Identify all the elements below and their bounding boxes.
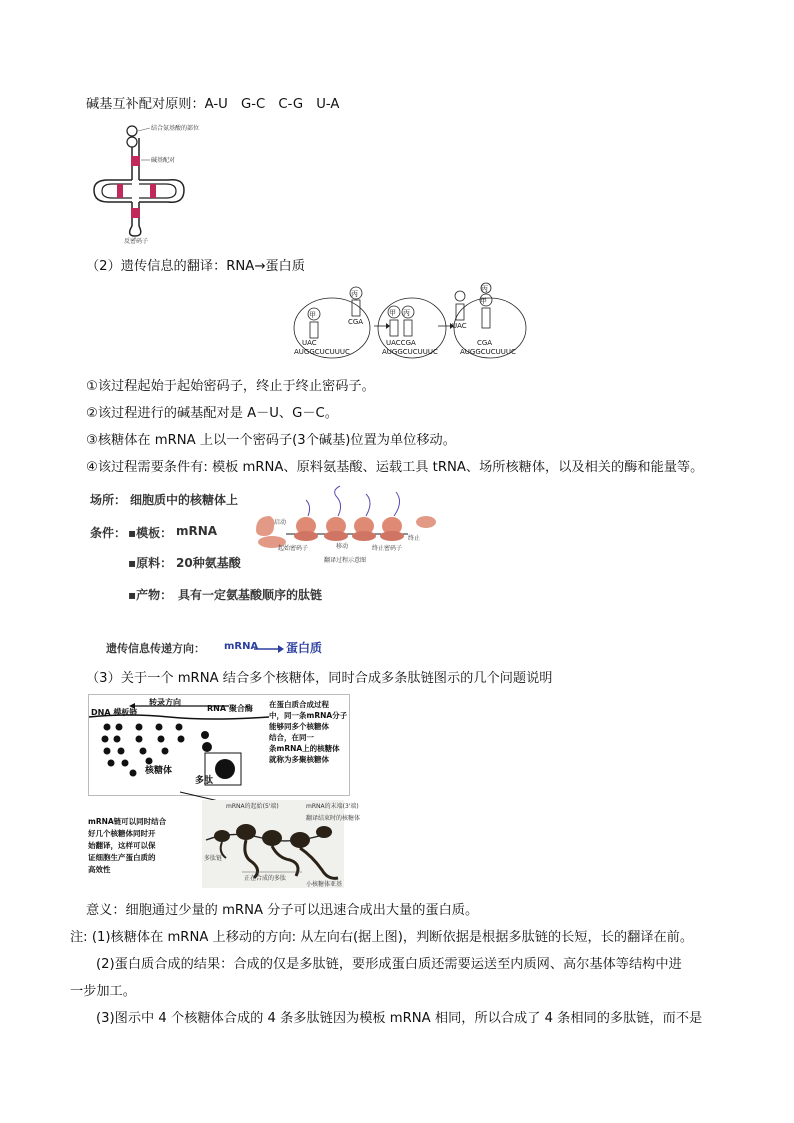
trna-label-anticodon: 反密码子 bbox=[124, 238, 149, 245]
em-label-d: 多肽链 bbox=[204, 855, 223, 862]
section2-title: （2）遗传信息的翻译：RNA→蛋白质 bbox=[86, 259, 305, 274]
aa-a-3: 甲 bbox=[480, 297, 487, 305]
ribosome-label: 核糖体 bbox=[145, 766, 173, 776]
em-label-e: 正在合成的多肽 bbox=[244, 875, 287, 882]
material-label: ▪原料： bbox=[128, 556, 173, 570]
mrna-1: AUGGCUCUUUC bbox=[294, 348, 350, 356]
aa-a-2: 甲 bbox=[389, 309, 396, 317]
translation-summary-figure bbox=[88, 486, 438, 661]
dna-label: DNA 模板链 bbox=[91, 708, 138, 717]
mrna-2: AUGGCUCUUUC bbox=[382, 348, 438, 356]
trna-label-site: 结合氨基酸的部位 bbox=[151, 125, 200, 132]
point-4: ④该过程需要条件有: 模板 mRNA、原料氨基酸、运载工具 tRNA、场所核糖体，以及相关的酶和能量等。 bbox=[86, 460, 704, 475]
peptide-label: 多肽 bbox=[195, 776, 214, 786]
codon-1: CGA bbox=[348, 318, 364, 326]
flow-label: 遗传信息传递方向： bbox=[106, 642, 205, 655]
polyribosome-top-figure bbox=[88, 694, 350, 796]
point-2: ②该过程进行的碱基配对是 A－U、G－C。 bbox=[86, 406, 338, 421]
codon-3: CGA bbox=[477, 339, 493, 347]
em-label-b: mRNA的末端(3'端) bbox=[306, 803, 359, 810]
material-value: 20种氨基酸 bbox=[176, 556, 241, 570]
ribo-stop-codon: 终止密码子 bbox=[372, 545, 403, 552]
translation-diagram bbox=[290, 282, 530, 362]
mrna-note: mRNA链可以同时结合 好几个核糖体同时开 始翻译，这样可以保 证细胞生产蛋白质的 高效性 bbox=[88, 817, 167, 874]
aa-b-1: 丙 bbox=[351, 290, 358, 298]
template-label: ▪模板： bbox=[128, 526, 173, 540]
em-label-a: mRNA的起始(5'端) bbox=[226, 803, 279, 810]
trna-figure bbox=[88, 120, 198, 244]
section3-title: （3）关于一个 mRNA 结合多个核糖体，同时合成多条肽链图示的几个问题说明 bbox=[86, 671, 553, 686]
anticodon-3: UAC bbox=[452, 322, 467, 330]
flow-from: mRNA bbox=[224, 641, 259, 652]
rna-polymerase-label: RNA 聚合酶 bbox=[207, 704, 253, 713]
flow-to: 蛋白质 bbox=[286, 641, 323, 655]
note-2: (2)蛋白质合成的结果：合成的仅是多肽链，要形成蛋白质还需要运送至内质网、高尔基体等结构中进 bbox=[96, 957, 682, 972]
flow-arrow-icon bbox=[254, 644, 284, 654]
polyribosome-em-figure bbox=[202, 800, 361, 888]
trna-diagram bbox=[88, 120, 198, 244]
note-1: 注: (1)核糖体在 mRNA 上移动的方向: 从左向右(据上图)，判断依据是根据多肽链的长短，长的翻译在前。 bbox=[70, 930, 694, 945]
note-3: (3)图示中 4 个核糖体合成的 4 条多肽链因为模板 mRNA 相同，所以合成了 4 条相同的多肽链，而不是 bbox=[96, 1011, 703, 1026]
em-label-c: 翻译结束时的核糖体 bbox=[306, 815, 361, 822]
product-value: 具有一定氨基酸顺序的肽链 bbox=[178, 588, 323, 602]
aa-b-2: 丙 bbox=[403, 309, 410, 317]
anticodon-2: UACCGA bbox=[386, 339, 416, 347]
point-1: ①该过程起始于起始密码子，终止于终止密码子。 bbox=[86, 379, 375, 394]
base-pairing-rule: 碱基互补配对原则：A-U G-C C-G U-A bbox=[86, 97, 340, 112]
condition-label: 条件： bbox=[90, 526, 127, 540]
product-label: ▪产物： bbox=[128, 588, 173, 602]
trna-label-pair: 碱基配对 bbox=[151, 157, 176, 164]
aa-b-3: 丙 bbox=[481, 285, 488, 293]
point-3: ③核糖体在 mRNA 上以一个密码子(3个碱基)位置为单位移动。 bbox=[86, 433, 456, 448]
dna-strand-illustration bbox=[89, 713, 269, 793]
ribo-start: 启动 bbox=[274, 519, 287, 526]
em-label-f: 小核糖体亚基 bbox=[306, 881, 343, 888]
ribosome-illustration bbox=[248, 486, 438, 566]
place-label: 场所： bbox=[90, 493, 127, 507]
ribo-end: 终止 bbox=[408, 535, 421, 542]
note-2-cont: 一步加工。 bbox=[70, 984, 136, 999]
ribo-start-codon: 起始密码子 bbox=[278, 545, 309, 552]
aa-a-1: 甲 bbox=[309, 311, 316, 319]
mrna-3: AUGGCUCUUUC bbox=[460, 348, 516, 356]
ribo-move: 移动 bbox=[336, 543, 349, 550]
anticodon-1: UAC bbox=[302, 339, 317, 347]
template-value: mRNA bbox=[176, 524, 218, 538]
ribo-caption: 翻译过程示意图 bbox=[324, 557, 367, 564]
place-value: 细胞质中的核糖体上 bbox=[130, 493, 239, 507]
polyribosome-micrograph bbox=[202, 800, 361, 888]
polyribosome-note: 在蛋白质合成过程 中，同一条mRNA分子 能够同多个核糖体 结合，在同一 条mRNA上的核糖体 就称为多聚核糖体 bbox=[269, 700, 348, 764]
transcription-direction: 转录方向 bbox=[149, 698, 181, 707]
significance: 意义：细胞通过少量的 mRNA 分子可以迅速合成出大量的蛋白质。 bbox=[86, 903, 479, 918]
